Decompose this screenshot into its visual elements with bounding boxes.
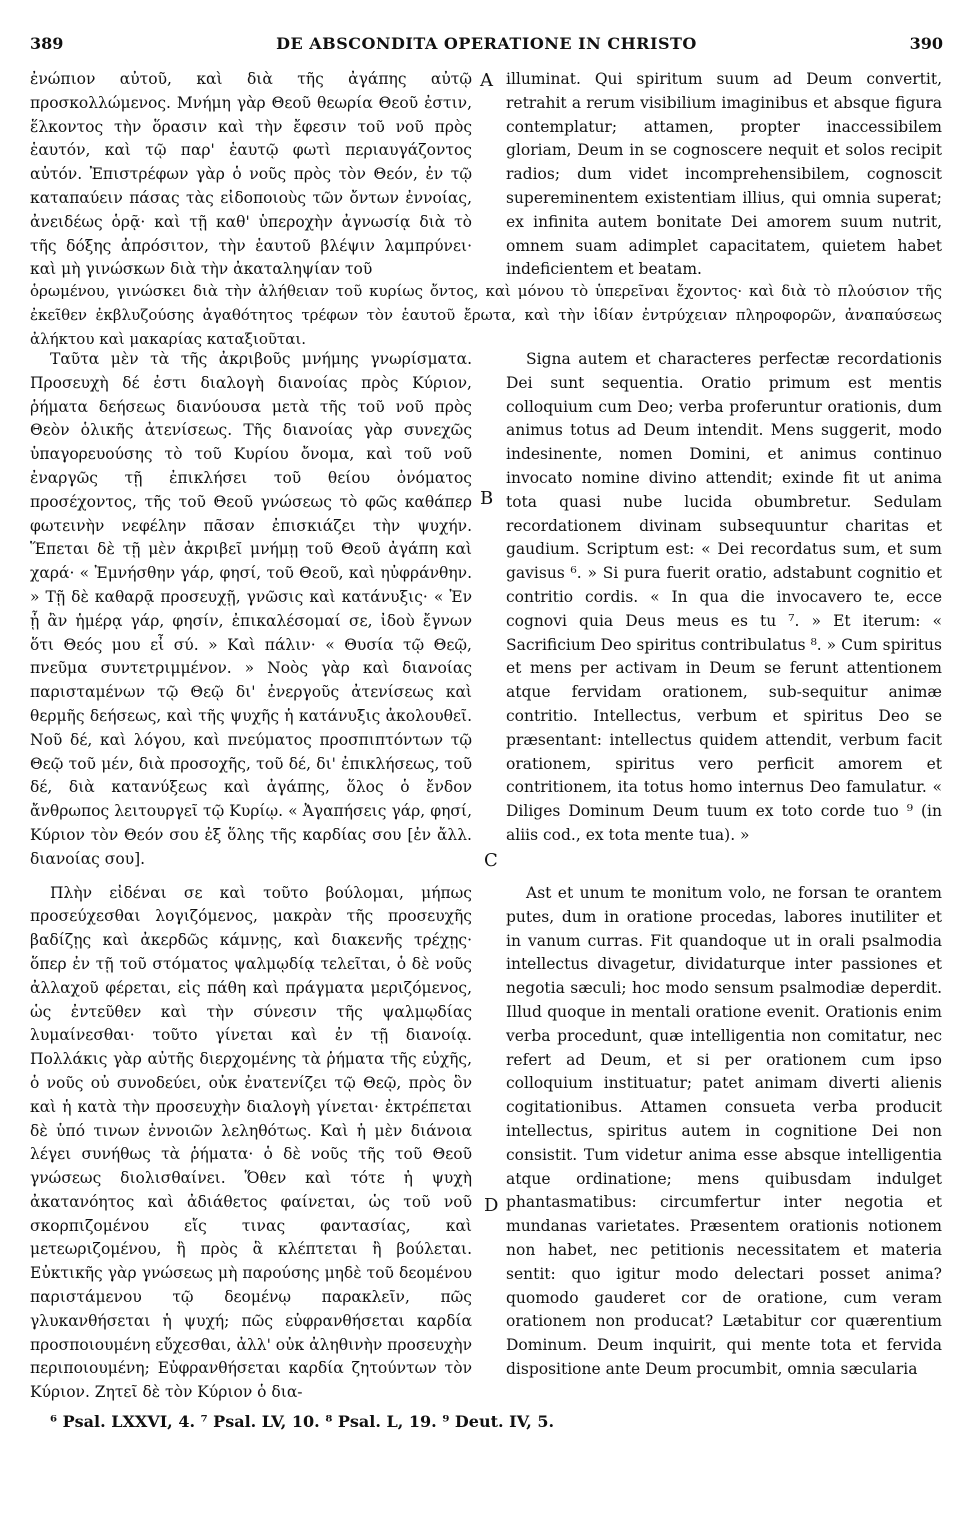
margin-marker-d: D — [484, 1195, 499, 1216]
greek-wide-paragraph: ὁρωμένου, γινώσκει διὰ τὴν ἀλήθειαν τοῦ κυρίως ὄντος, καὶ μόνου τὸ ὑπερεῖναι ἔχοντος· καὶ διὰ τὸ πλούσιον τῆς ἐκεῖθεν ἐκβλυζούσης ἀγαθότητος τρέφων τὸν ἑαυτοῦ ἔρωτα, καὶ τὴν ἰδίαν ἐντρύχειαν πληροφορῶν, ἀναπαύσεως ἀλήκτου καὶ μακαρίας καταξιοῦται. — [30, 282, 942, 348]
greek-paragraph-2: Ταῦτα μὲν τὰ τῆς ἀκριβοῦς μνήμης γνωρίσματα. Προσευχὴ δέ ἐστι διαλογὴ διανοίας πρὸς Κύριον, ῥήματα δεήσεως διανύουσα μετὰ τῆς τοῦ νοῦ πρὸς Θεὸν ὁλικῆς ἀτενίσεως. Τῆς διανοίας γὰρ συνεχῶς ὑπαγορευούσης τὸ τοῦ Κυρίου ὄνομα, καὶ τοῦ νοῦ ἐναργῶς τῇ ἐπικλήσει τοῦ θείου ὀνόματος προσέχοντος, τῆς τοῦ Θεοῦ γνώσεως τὸ φῶς καθάπερ φωτεινὴν νεφέλην πᾶσαν ἐπισκιάζει τὴν ψυχήν. Ἕπεται δὲ τῇ μὲν ἀκριβεῖ μνήμῃ τοῦ Θεοῦ ἀγάπη καὶ χαρά· « Ἐμνήσθην γάρ, φησί, τοῦ Θεοῦ, καὶ ηὐφράνθην. » Τῇ δὲ καθαρᾷ προσευχῇ, γνῶσις καὶ κατάνυξις· « Ἐν ᾗ ἂν ἡμέρᾳ γάρ, φησίν, ἐπικαλέσομαί σε, ἰδοὺ ἔγνων ὅτι Θεός μου εἶ σύ. » Καὶ πάλιν· « Θυσία τῷ Θεῷ, πνεῦμα συντετριμμένον. » Νοὸς γὰρ καὶ διανοίας παρισταμένων τῷ Θεῷ δι' ἐνεργοῦς ἀτενίσεως καὶ θερμῆς δεήσεως, καὶ τῆς ψυχῆς ἡ κατάνυξις ἀκολουθεῖ. Νοῦ δέ, καὶ λόγου, καὶ πνεύματος προσπιπτόντων τῷ Θεῷ τοῦ μέν, διὰ προσοχῆς, τοῦ δέ, δι' ἐπικλήσεως, τοῦ δέ, διὰ κατανύξεως καὶ ἀγάπης, ὅλος ὁ ἔνδον ἄνθρωπος λειτουργεῖ τῷ Κυρίῳ. « Ἀγαπήσεις γάρ, φησί, Κύριον τὸν Θεόν σου ἐξ ὅλης τῆς καρδίας σου [ἐν ἄλλ. διανοίας σου]. — [30, 350, 472, 868]
latin-column-top — [506, 68, 942, 279]
page-number-right: 390 — [909, 34, 943, 53]
greek-column-top — [30, 68, 472, 282]
latin-paragraph-1: illuminat. Qui spiritum suum ad Deum convertit, retrahit a rerum visibilium imaginibus et absque figura contemplatur; attamen, propter inaccessibilem gloriam, Deum in se cognoscere nequit et solos recipit radios; dum videt incomprehensibilem, cognoscit supereminentem existentiam illius, qui omnia superat; ex infinita autem bonitate Dei amorem suum nutrit, omnem suam adimplet capacitatem, quietem habet indeficientem et beatam. — [506, 70, 942, 279]
greek-column-main — [30, 348, 472, 1405]
margin-marker-c: C — [484, 850, 498, 871]
greek-paragraph-3: Πλὴν εἰδέναι σε καὶ τοῦτο βούλομαι, μήπως προσεύχεσθαι λογιζόμενος, μακρὰν τῆς προσευχῆς βαδίζῃς καὶ ἀκερδῶς κάμνῃς, καὶ διακενῆς τρέχῃς· ὅπερ ἐν τῇ τοῦ στόματος ψαλμῳδίᾳ τελεῖται, ὁ δὲ νοῦς ἀλλαχοῦ φέρεται, εἰς πάθη καὶ πράγματα μεριζόμενος, ὡς ἐντεῦθεν καὶ τὴν σύνεσιν τῆς ψαλμῳδίας λυμαίνεσθαι· τοῦτο γίνεται καὶ ἐν τῇ διανοίᾳ. Πολλάκις γὰρ αὐτῆς διερχομένης τὰ ῥήματα τῆς εὐχῆς, ὁ νοῦς οὐ συνοδεύει, οὐκ ἐνατενίζει τῷ Θεῷ, πρὸς ὃν καὶ ἡ κατὰ τὴν προσευχὴν διαλογὴ γίνεται· ἐκτρέπεται δὲ ὑπό τινων ἐννοιῶν λεληθότως. Καὶ ἡ μὲν διάνοια λέγει συνήθως τὰ ῥήματα· ὁ δὲ νοῦς τῆς τοῦ Θεοῦ γνώσεως διολισθαίνει. Ὅθεν καὶ τότε ἡ ψυχὴ ἀκατανόητος καὶ ἀδιάθετος φαίνεται, ὡς τοῦ νοῦ σκορπιζομένου εἴς τινας φαντασίας, καὶ μετεωριζομένου, ἢ πρὸς ἃ κλέπτεται ἢ βούλεται. Εὐκτικῆς γὰρ γνώσεως μὴ παρούσης μηδὲ τοῦ δεομένου παριστάμενου τῷ δεομένῳ παρακλεῖν, πῶς γλυκανθήσεται ἡ ψυχή; πῶς εὐφρανθήσεται καρδία προσποιουμένη εὔχεσθαι, ἀλλ' οὐκ ἀληθινὴν προσευχὴν περιποιουμένη; Εὐφρανθήσεται καρδία ζητούντων τὸν Κύριον. Ζητεῖ δὲ τὸν Κύριον ὁ δια- — [30, 883, 472, 1402]
latin-paragraph-3: Ast et unum te monitum volo, ne forsan te orantem putes, dum in oratione procedas, labores inutiliter et in vanum curras. Fit quandoque ut in orali psalmodia intellectus divagetur, dividaturque inter passiones et negotia sæculi; hoc modo sensum psalmodiæ deperdit. Illud quoque in mentali oratione evenit. Orationis enim verba procedunt, quæ intelligentia non comitatur, nec refert ad Deum, et si per orationem cum ipso colloquium instituatur; patet animam diverti alienis cogitationibus. Attamen consueta verba producit intellectus, spiritus autem in cognitione Dei non consistit. Tum videtur anima esse absque intelligentia atque ordinatione; mens quibusdam indulget phantasmatibus: circumfertur inter negotia et mundanas varietates. Præsentem orationis notionem non habet, nec petitionis necessitatem et materia sentit: quo igitur modo delectari posset anima? quomodo gauderet cor de oratione, cum veram orationem non producat? Lætabitur cor quærentium Dominum. Deum inquirit, qui mente tota et fervida dispositione ante Deum procumbit, omnia sæcularia — [506, 884, 942, 1378]
margin-marker-b: B — [480, 488, 494, 509]
latin-column-bottom — [506, 882, 942, 1382]
greek-wide-line — [30, 280, 942, 351]
latin-paragraph-2: Signa autem et characteres perfectæ recordationis Dei sunt sequentia. Oratio primum est mentis colloquium cum Deo; verba proferuntur orationis, dum animus totus ad Deum intendit. Mens suggerit, modo indesinente, nomen Domini, et animus continuo invocato nomine divino attendit; exinde fit ut anima tota quasi nube lucida obumbretur. Sedulam recordationem divinam subsequuntur charitas et gaudium. Scriptum est: « Dei recordatus sum, et sum gavisus ⁶. » Si pura fuerit oratio, adstabunt cognitio et contritio cordis. « In qua die invocavero te, ecce cognovi quia Deus meus es tu ⁷. » Et iterum: « Sacrificium Deo spiritus contribulatus ⁸. » Cum spiritus et mens per activam in Deum se ferunt attentionem atque fervidam orationem, sub-sequitur animæ contritio. Intellectus, verbum et spiritus Deo se præsentant: intellectus quidem attendit, verbum facit orationem, spiritus vero perficit amorem et contritionem, ita totus homo internus Deo famulatur. « Diliges Dominum Deum tuum ex toto corde tuo ⁹ (in aliis cod., ex tota mente tua). » — [506, 350, 942, 844]
page-number-left: 389 — [30, 34, 64, 53]
running-header — [30, 34, 943, 58]
footnotes: ⁶ Psal. LXXVI, 4. ⁷ Psal. LV, 10. ⁸ Psal. L, 19. ⁹ Deut. IV, 5. — [50, 1412, 555, 1431]
latin-column-middle — [506, 348, 942, 848]
margin-marker-a: A — [480, 70, 493, 91]
greek-paragraph-1: ἐνώπιον αὐτοῦ, καὶ διὰ τῆς ἀγάπης αὐτῷ προσκολλώμενος. Μνήμη γὰρ Θεοῦ θεωρία Θεοῦ ἐστιν, ἕλκοντος τὴν ὅρασιν καὶ τὴν ἔφεσιν τοῦ νοῦ πρὸς ἑαυτόν, καὶ τῷ παρ' ἑαυτῷ φωτὶ περιαυγάζοντος αὐτόν. Ἐπιστρέφων γὰρ ὁ νοῦς πρὸς τὸν Θεόν, ἐν τῷ καταπαύειν πάσας τὰς εἰδοποιοὺς τῶν ὄντων ἐννοίας, ἀνειδέως ὁρᾷ· καὶ τῇ καθ' ὑπεροχὴν ἀγνωσίᾳ διὰ τὸ τῆς δόξης ἀπρόσιτον, τὴν ἑαυτοῦ βλέψιν λαμπρύνει· καὶ μὴ γινώσκων διὰ τὴν ἀκαταληψίαν τοῦ — [30, 70, 472, 279]
running-title: DE ABSCONDITA OPERATIONE IN CHRISTO — [276, 34, 697, 53]
